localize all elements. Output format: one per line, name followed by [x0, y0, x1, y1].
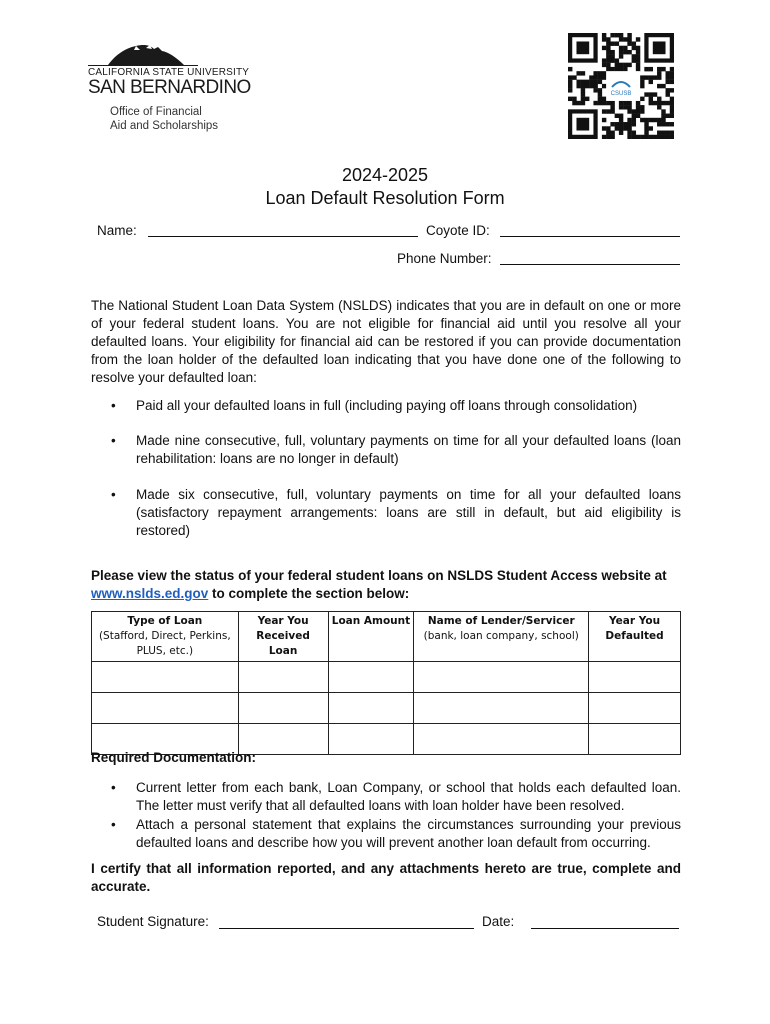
bullet-icon: • [111, 398, 116, 413]
column-header [328, 612, 414, 662]
table-row [92, 662, 681, 693]
column-title: Name of Lender/Servicer [427, 615, 575, 627]
column-title: Year You Received Loan [256, 615, 310, 657]
bullet-icon: • [111, 780, 116, 795]
doc-text: Attach a personal statement that explains the circumstances surrounding your previous defaulted loans and describe how you will prevent another loan default from occurring. [136, 817, 681, 850]
bullet-icon: • [111, 817, 116, 832]
name-label: Name: [97, 223, 137, 238]
coyote-id-label: Coyote ID: [426, 223, 490, 238]
qr-code[interactable] [568, 33, 674, 139]
column-subtitle: (bank, loan company, school) [423, 630, 579, 642]
phone-label: Phone Number: [397, 251, 492, 266]
mountain-logo-icon [88, 40, 198, 66]
signature-label: Student Signature: [97, 914, 209, 929]
column-header [238, 612, 328, 662]
office-name [110, 105, 248, 133]
table-cell[interactable] [589, 724, 681, 755]
intro-paragraph: The National Student Loan Data System (NSLDS) indicates that you are in default on one or more of your federal student loans. You are not eligible for financial aid until you resolve all your defaulted loans. Your eligibility for financial aid can be restored if you can provide documentation from the loan holder of the defaulted loan indicating that you have done one of the following to resolve your defaulted loan: [91, 298, 681, 385]
table-cell[interactable] [414, 693, 589, 724]
loan-table [91, 611, 681, 755]
name-line[interactable] [148, 236, 418, 237]
office-line-1: Office of Financial [110, 106, 202, 118]
table-cell[interactable] [589, 693, 681, 724]
option-text: Made six consecutive, full, voluntary payments on time for all your defaulted loans (satisfactory repayment arrangements: loans are still in default, but aid eligibility is restored) [136, 487, 681, 538]
phone-line[interactable] [500, 264, 680, 265]
date-label: Date: [482, 914, 515, 929]
instruction-text-start: Please view the status of your federal student loans on NSLDS Student Access website at [91, 568, 667, 583]
option-text: Paid all your defaulted loans in full (including paying off loans through consolidation) [136, 398, 638, 413]
certification-statement: I certify that all information reported, and any attachments hereto are true, complete and accurate. [91, 861, 681, 894]
column-header [92, 612, 239, 662]
doc-text: Current letter from each bank, Loan Company, or school that holds each defaulted loan. The letter must verify that all defaulted loans with loan holder have been resolved. [136, 780, 681, 813]
nslds-instruction [91, 567, 681, 603]
qr-code-icon [568, 33, 674, 139]
table-cell[interactable] [92, 693, 239, 724]
table-cell[interactable] [589, 662, 681, 693]
nslds-link[interactable]: www.nslds.ed.gov [91, 586, 209, 601]
form-year: 2024-2025 [341, 165, 429, 185]
csusb-logo [88, 40, 251, 133]
office-line-2: Aid and Scholarships [110, 120, 219, 132]
table-cell[interactable] [328, 662, 414, 693]
column-subtitle: (Stafford, Direct, Perkins, PLUS, etc.) [98, 630, 231, 657]
bullet-icon: • [111, 487, 116, 502]
table-header-row [92, 612, 681, 662]
university-name: CALIFORNIA STATE UNIVERSITY [88, 67, 250, 78]
table-cell[interactable] [92, 662, 239, 693]
table-row [92, 693, 681, 724]
table-cell[interactable] [238, 693, 328, 724]
table-cell[interactable] [414, 724, 589, 755]
table-cell[interactable] [238, 662, 328, 693]
qr-badge-text: CSUSB [610, 91, 632, 97]
bullet-icon: • [111, 433, 116, 448]
table-cell[interactable] [328, 693, 414, 724]
instruction-text-end: to complete the section below: [208, 586, 410, 601]
column-title: Loan Amount [331, 615, 411, 627]
date-line[interactable] [531, 928, 679, 929]
campus-name: SAN BERNARDINO [88, 77, 251, 98]
required-docs-title: Required Documentation: [91, 750, 257, 765]
form-title: Loan Default Resolution Form [265, 188, 505, 208]
table-cell[interactable] [414, 662, 589, 693]
table-cell[interactable] [328, 724, 414, 755]
column-title: Year You Defaulted [605, 615, 664, 642]
coyote-id-line[interactable] [500, 236, 680, 237]
column-header [414, 612, 589, 662]
option-text: Made nine consecutive, full, voluntary payments on time for all your defaulted loans (loan rehabilitation: loans are no longer in default) [136, 433, 681, 466]
signature-line[interactable] [219, 928, 474, 929]
column-header [589, 612, 681, 662]
column-title: Type of Loan [127, 615, 203, 627]
